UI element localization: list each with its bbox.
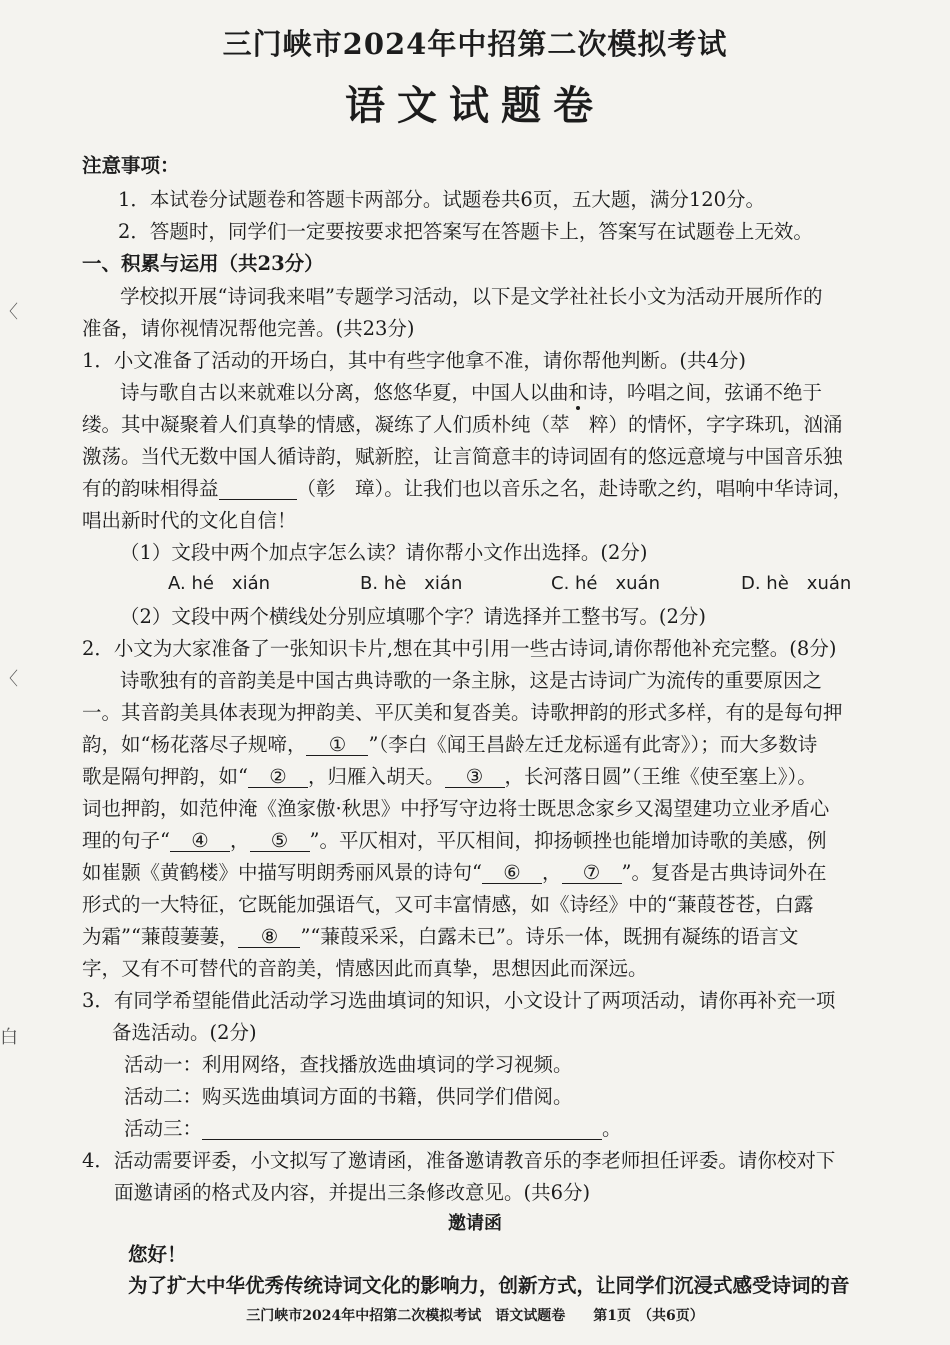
notice-heading: 注意事项： xyxy=(82,154,180,177)
blank-7[interactable]: ⑦ xyxy=(562,863,622,884)
paper-subtitle: 语文试题卷 xyxy=(345,82,605,129)
q2-card-line-4: 歌是隔句押韵，如“ ② ，归雁入胡天。 ③ ，长河落日圆”（王维《使至塞上》）。 xyxy=(82,765,817,788)
q2-card-line-8: 形式的一大特征，它既能加强语气，又可丰富情感，如《诗经》中的“蒹葭苍苍，白露 xyxy=(82,893,814,916)
activity-2: 活动二：购买选曲填词方面的书籍，供同学们借阅。 xyxy=(124,1085,573,1108)
notice-item-2: 2．答题时，同学们一定要按要求把答案写在答题卡上，答案写在试题卷上无效。 xyxy=(118,220,813,243)
notice-item-1: 1．本试卷分试题卷和答题卡两部分。试题卷共6页，五大题，满分120分。 xyxy=(118,188,766,211)
q1-subquestion-2: （2）文段中两个横线处分别应填哪个字？请选择并工整书写。(2分) xyxy=(120,605,707,628)
q2-card-line-2: 一。其音韵美具体表现为押韵美、平仄美和复沓美。诗歌押韵的形式多样，有的是每句押 xyxy=(82,701,843,724)
q1-subquestion-1: （1）文段中两个加点字怎么读？请你帮小文作出选择。(2分) xyxy=(120,541,648,564)
blank-5[interactable]: ⑤ xyxy=(250,831,310,852)
question-2-stem: 2．小文为大家准备了一张知识卡片,想在其中引用一些古诗词,请你帮他补充完整。(8分) xyxy=(82,637,837,660)
q2-card-line-9: 为霜”“蒹葭萋萋， ⑧ ”“蒹葭采采，白露未已”。诗乐一体，既拥有凝练的语言文 xyxy=(82,925,799,948)
page-footer: 三门峡市2024年中招第二次模拟考试 语文试题卷 第1页 （共6页） xyxy=(246,1308,704,1324)
q2-card-line-5: 词也押韵，如范仲淹《渔家傲·秋思》中抒写守边将士既思念家乡又渴望建功立业矛盾心 xyxy=(82,797,830,820)
question-3-stem-line-2: 备选活动。(2分) xyxy=(112,1021,257,1044)
q1-passage-line-3: 激荡。当代无数中国人循诗韵，赋新腔，让言简意丰的诗词固有的悠远意境与中国音乐独 xyxy=(82,445,843,468)
activity-1: 活动一：利用网络，查找播放选曲填词的学习视频。 xyxy=(124,1053,573,1076)
dotted-char-he: 和 xyxy=(568,381,589,404)
q2-card-line-7: 如崔颢《黄鹤楼》中描写明朗秀丽风景的诗句“ ⑥ ， ⑦ ”。复沓是古典诗词外在 xyxy=(82,861,827,884)
binding-margin-mark: 〈 xyxy=(0,669,18,690)
section-1-heading: 一、积累与运用（共23分） xyxy=(82,252,324,275)
q2-card-line-3: 韵，如“杨花落尽子规啼， ① ”（李白《闻王昌龄左迁龙标遥有此寄》）；而大多数诗 xyxy=(82,733,818,756)
q1-passage-line-4: 有的韵味相得益 （彰 璋）。让我们也以音乐之名，赴诗歌之约，唱响中华诗词， xyxy=(82,477,853,500)
activity-3: 活动三： 。 xyxy=(124,1117,622,1140)
invitation-body-line-1: 为了扩大中华优秀传统诗词文化的影响力，创新方式，让同学们沉浸式感受诗词的音 xyxy=(128,1274,850,1297)
section-1-intro-line-1: 学校拟开展“诗词我来唱”专题学习活动，以下是文学社社长小文为活动开展所作的 xyxy=(120,285,823,308)
question-4-stem-line-2: 面邀请函的格式及内容，并提出三条修改意见。(共6分) xyxy=(114,1181,591,1204)
section-1-intro-line-2: 准备，请你视情况帮他完善。(共23分) xyxy=(82,317,415,340)
binding-margin-mark: 〈 xyxy=(0,302,18,323)
q2-card-line-10: 字，又有不可替代的音韵美，情感因此而真挚，思想因此而深远。 xyxy=(82,957,648,980)
option-c[interactable]: C. hé xuán xyxy=(551,573,660,594)
blank-2[interactable]: ② xyxy=(248,767,308,788)
exam-title: 三门峡市2024年中招第二次模拟考试 xyxy=(222,27,728,61)
blank-6[interactable]: ⑥ xyxy=(482,863,542,884)
q1-passage-line-2: 缕。其中凝聚着人们真挚的情感，凝练了人们质朴纯（萃 粹）的情怀，字字珠玑，汹涌 xyxy=(82,413,843,436)
q1-passage-line-5: 唱出新时代的文化自信！ xyxy=(82,509,297,532)
option-d[interactable]: D. hè xuán xyxy=(741,573,852,594)
invitation-title: 邀请函 xyxy=(448,1213,502,1234)
blank-8[interactable]: ⑧ xyxy=(238,927,300,948)
blank-1[interactable]: ① xyxy=(306,735,368,756)
blank-4[interactable]: ④ xyxy=(170,831,230,852)
option-b[interactable]: B. hè xián xyxy=(360,573,463,594)
invitation-greeting: 您好！ xyxy=(128,1243,187,1266)
option-a[interactable]: A. hé xián xyxy=(168,573,271,594)
binding-margin-mark: 白 xyxy=(0,1027,18,1048)
activity-3-answer-line[interactable] xyxy=(202,1119,602,1140)
question-1-stem: 1．小文准备了活动的开场白，其中有些字他拿不准，请你帮他判断。(共4分) xyxy=(82,349,747,372)
q1-passage-line-1: 诗与歌自古以来就难以分离，悠悠华夏，中国人以曲和诗，吟唱之间，弦诵不绝于 xyxy=(120,381,823,404)
fill-blank[interactable] xyxy=(219,479,297,500)
question-4-stem-line-1: 4．活动需要评委，小文拟写了邀请函，准备邀请教音乐的李老师担任评委。请你校对下 xyxy=(82,1149,836,1172)
blank-3[interactable]: ③ xyxy=(445,767,505,788)
q2-card-line-6: 理的句子“ ④ ， ⑤ ”。平仄相对，平仄相间，抑扬顿挫也能增加诗歌的美感，例 xyxy=(82,829,827,852)
question-3-stem-line-1: 3．有同学希望能借此活动学习选曲填词的知识，小文设计了两项活动，请你再补充一项 xyxy=(82,989,836,1012)
q2-card-line-1: 诗歌独有的音韵美是中国古典诗歌的一条主脉，这是古诗词广为流传的重要原因之 xyxy=(120,669,823,692)
